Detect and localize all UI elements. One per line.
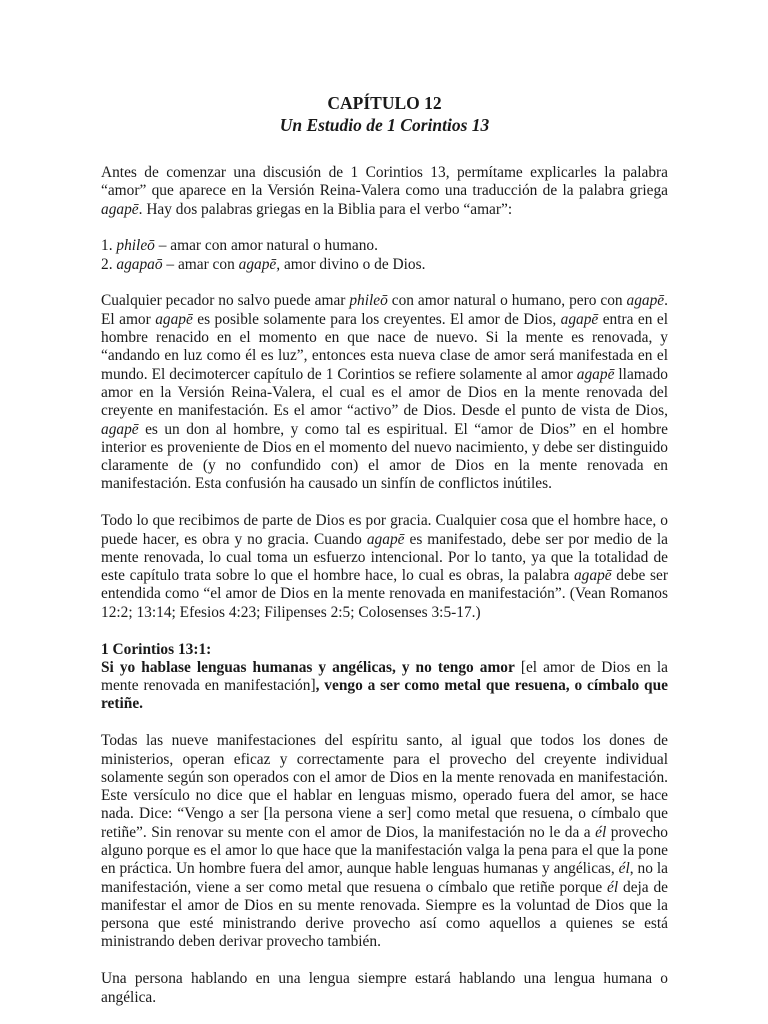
text-run: – amar con bbox=[162, 255, 239, 273]
greek-word: agapē bbox=[576, 365, 615, 383]
greek-word: agapē bbox=[101, 200, 139, 218]
greek-word: agapē bbox=[573, 567, 612, 585]
body-paragraph bbox=[101, 512, 668, 622]
verse-text: Si yo hablase lenguas humanas y angélicas, y no tengo amor bbox=[101, 658, 515, 676]
greek-word: agapē bbox=[101, 420, 139, 438]
text-run: es posible solamente para los creyentes. El amor de Dios, bbox=[192, 310, 561, 328]
text-run: Todas las nueve manifestaciones del espíritu santo, al igual que todos los dones de ministerios, operan eficaz y correctamente para el provecho del creyente individual solamente según son operados con el amor de Dios en la mente renovada en manifestación. Este versículo no dice que el hablar en lenguas mismo, operado fuera del amor, se hace nada. Dice: “Vengo a ser [la persona viene a ser] como metal que resuena, o címbalo que retiñe”. Sin renovar su mente con el amor de Dios, la manifestación no le da a bbox=[101, 732, 668, 841]
text-run: . Hay dos palabras griegas en la Biblia para el verbo “amar”: bbox=[138, 200, 513, 218]
text-run: Una persona hablando en una lengua siempre estará hablando una lengua humana o angélica. bbox=[101, 970, 668, 1006]
chapter-subtitle: Un Estudio de 1 Corintios 13 bbox=[279, 115, 490, 135]
emphasis-word: él bbox=[607, 878, 619, 896]
text-run: debe ser entendida como “el amor de Dios en la mente renovada en manifestación”. (Vean Romanos 12:2; 13:14; Efesios 4:23; Filipenses 2:5; Colosenses 3:5-17.) bbox=[101, 567, 668, 621]
body-paragraph bbox=[101, 732, 668, 952]
intro-paragraph bbox=[101, 164, 668, 219]
emphasis-word: él bbox=[618, 860, 630, 878]
greek-word: agapē, bbox=[238, 255, 281, 273]
verse-text: , vengo a ser como metal que resuena, o címbalo que retiñe. bbox=[101, 677, 668, 713]
text-run: provecho alguno porque es el amor lo que hace que la manifestación valga la pena para el que la pone en práctica. Un hombre fuera del amor, aunque hable lenguas humanas y angélicas, bbox=[101, 823, 668, 878]
greek-word: agapē bbox=[626, 292, 665, 310]
text-run: . El amor bbox=[101, 292, 668, 328]
text-run: deja de manifestar el amor de Dios en su mente renovada. Siempre es la voluntad de Dios que la persona que esté ministrando derive provecho así como aquellos a quienes se está ministrando deben derivar provecho también. bbox=[101, 878, 668, 951]
greek-word: agapē bbox=[560, 310, 599, 328]
body-paragraph bbox=[101, 970, 668, 1007]
list-number: 2. bbox=[101, 255, 117, 273]
text-run: Antes de comenzar una discusión de 1 Corintios 13, permítame explicarles la palabra “amor” que aparece en la Versión Reina-Valera como una traducción de la palabra griega bbox=[101, 164, 668, 200]
body-paragraph bbox=[101, 292, 668, 493]
text-run: llamado amor en la Versión Reina-Valera, el cual es el amor de Dios en la mente renovada del creyente en manifestación. Es el amor “activo” de Dios. Desde el punto de vista de Dios, bbox=[101, 365, 668, 420]
emphasis-word: él bbox=[595, 823, 607, 841]
chapter-title: CAPÍTULO 12 bbox=[327, 93, 442, 113]
text-run: es manifestado, debe ser por medio de la mente renovada, lo cual toma un esfuerzo intencional. Por lo tanto, ya que la totalidad de este capítulo trata sobre lo que el hombre hace, lo cual es obras, la palabra bbox=[101, 530, 668, 585]
text-run: entra en el hombre renacido en el momento en que nace de nuevo. Si la mente es renovada, y “andando en luz como él es luz”, entonces esta nueva clase de amor será manifestada en el mundo. El decimotercer capítulo de 1 Corintios se refiere solamente al amor bbox=[101, 310, 668, 383]
greek-word: phileō bbox=[349, 292, 388, 310]
text-run: es un don al hombre, y como tal es espiritual. El “amor de Dios” en el hombre interior es proveniente de Dios en el momento del nuevo nacimiento, y debe ser distinguido claramente de (y no confundido con) el amor de Dios en la mente renovada en manifestación. Esta confusión ha causado un sinfín de conflictos inútiles. bbox=[101, 420, 668, 493]
greek-word: agapē bbox=[155, 310, 193, 328]
greek-word: phileō bbox=[116, 237, 155, 255]
greek-word: agapaō bbox=[116, 255, 163, 273]
list-item-agapao bbox=[101, 256, 668, 274]
text-run: – amar con amor natural o humano. bbox=[154, 237, 378, 255]
greek-word: agapē bbox=[366, 530, 405, 548]
list-number: 1. bbox=[101, 237, 117, 255]
text-run: Todo lo que recibimos de parte de Dios es por gracia. Cualquier cosa que el hombre hace, o puede hacer, es obra y no gracia. Cuando bbox=[101, 512, 668, 548]
list-item-phileo bbox=[101, 237, 668, 255]
text-run: amor divino o de Dios. bbox=[280, 255, 426, 273]
text-run: Cualquier pecador no salvo puede amar bbox=[101, 292, 350, 310]
text-run: con amor natural o humano, pero con bbox=[387, 292, 627, 310]
verse-note: [el amor de Dios en la mente renovada en manifestación] bbox=[101, 658, 668, 695]
verse-reference: 1 Corintios 13:1: bbox=[101, 640, 212, 658]
verse-block bbox=[101, 641, 668, 714]
text-run: , no la manifestación, viene a ser como metal que resuena o címbalo que retiñe porque bbox=[101, 860, 668, 896]
